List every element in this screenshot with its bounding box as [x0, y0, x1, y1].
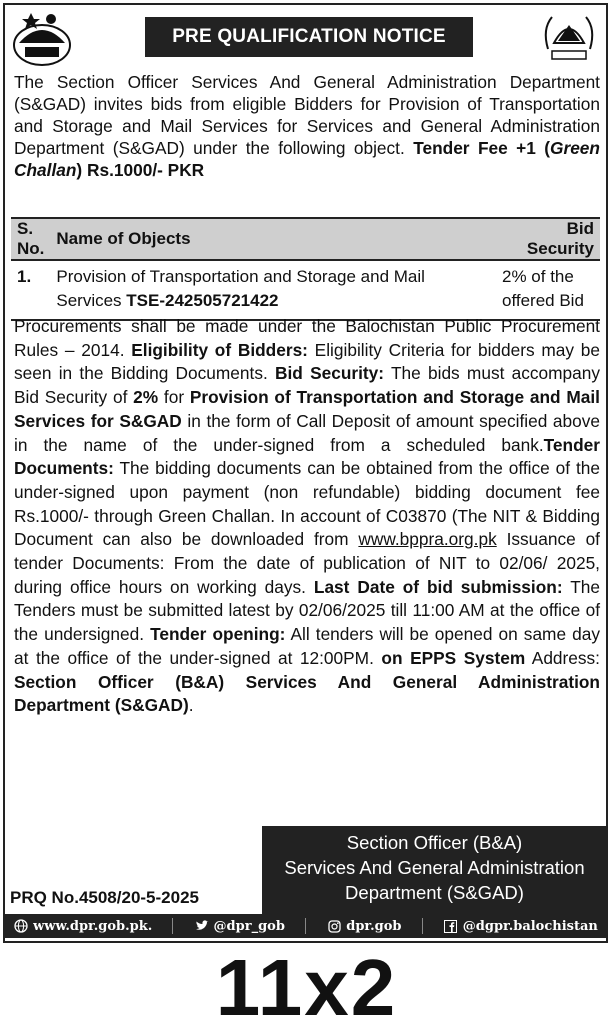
header-name-of-objects: Name of Objects — [50, 218, 496, 260]
department-emblem-icon — [538, 9, 600, 67]
notice-body: Procurements shall be made under the Balochistan Public Procurement Rules – 2014. Eligibility of Bidders: Eligibility Criteria for bidders may be seen in the Bidding Documents. Bid Security: The bids must accompany Bid Security of 2% for Provision of Transportation and Storage and Mail Services for S&GAD in the form of Call Deposit of amount specified above in the name of the under-signed from a scheduled bank.Tender Documents: The bidding documents can be obtained from the office of the under-signed upon payment (non refundable) bidding document fee Rs.1000/- through Green Challan. In account of C03870 (The NIT & Bidding Document can also be downloaded from www.bppra.org.pk Issuance of tender Documents: From the date of publication of NIT to 02/06/ 2025, during office hours on working days. Last Date of bid submission: The Tenders must be submitted latest by 02/06/2025 till 11:00 AM at the office of the undersigned. Tender opening: All tenders will be opened on same day at the office of the under-signed at 12:00PM. on EPPS System Address: Section Officer (B&A) Services And General Administration Department (S&GAD). — [14, 316, 601, 716]
balochistan-emblem-icon — [11, 9, 73, 67]
social-facebook[interactable] — [443, 919, 598, 934]
header-sno: S. No. — [11, 218, 50, 260]
social-footer — [3, 914, 608, 938]
divider — [422, 918, 423, 934]
row-bid-security: 2% of the offered Bid — [496, 260, 600, 320]
eligibility-label: Eligibility of Bidders: — [131, 339, 308, 360]
globe-icon — [13, 919, 29, 933]
facebook-icon — [443, 919, 459, 933]
table-header-row — [11, 218, 600, 260]
signature-line-1: Section Officer (B&A) — [346, 832, 523, 853]
divider — [305, 918, 306, 934]
bid-security-label: Bid Security: — [275, 363, 385, 384]
social-instagram[interactable] — [326, 919, 401, 934]
header-bid-security: Bid Security — [496, 218, 600, 260]
notice-title: PRE QUALIFICATION NOTICE — [145, 17, 473, 57]
tender-fee: Tender Fee +1 (Green Challan) Rs.1000/- PKR — [14, 138, 600, 180]
twitter-icon — [194, 919, 210, 933]
social-twitter[interactable] — [194, 919, 285, 934]
instagram-icon — [326, 919, 342, 933]
pre-qualification-notice — [3, 3, 608, 943]
social-web[interactable] — [13, 919, 152, 934]
divider — [172, 918, 173, 934]
instagram-handle[interactable]: dpr.gob — [346, 918, 402, 934]
twitter-handle[interactable]: @dpr_gob — [213, 918, 285, 934]
signature-line-2: Services And General Administration — [284, 857, 585, 878]
tender-opening-label: Tender opening: — [150, 624, 286, 645]
signature-line-3: Department (S&GAD) — [345, 882, 524, 903]
last-date-label: Last Date of bid submission: — [313, 576, 563, 597]
address-bold: Section Officer (B&A) Services And General Administration Department (S&GAD) — [14, 671, 600, 716]
intro-paragraph: The Section Officer Services And General Administration Department (S&GAD) invites bids from eligible Bidders for Provision of Transportation and Storage and Mail Services for Services and General Administration Department (S&GAD) under the following object. Tender Fee +1 (Green Challan) Rs.1000/- PKR — [14, 72, 600, 180]
signature-block — [262, 826, 607, 920]
row-sno: 1. — [11, 260, 50, 320]
notice-header — [5, 5, 606, 73]
row-object-name: Provision of Transportation and Storage and Mail Services TSE-242505721422 — [50, 260, 496, 320]
facebook-handle[interactable]: @dgpr.balochistan — [462, 918, 598, 934]
ad-size-label: 11x2 — [215, 943, 398, 1032]
table-row — [11, 260, 600, 320]
tender-id: TSE-242505721422 — [126, 291, 279, 310]
bppra-website-link[interactable]: www.bppra.org.pk — [358, 529, 497, 550]
objects-table — [11, 217, 600, 321]
web-link[interactable]: www.dpr.gob.pk. — [33, 918, 153, 934]
prq-number: PRQ No.4508/20-5-2025 — [10, 888, 199, 907]
tender-documents-label: Tender Documents: — [14, 434, 600, 479]
